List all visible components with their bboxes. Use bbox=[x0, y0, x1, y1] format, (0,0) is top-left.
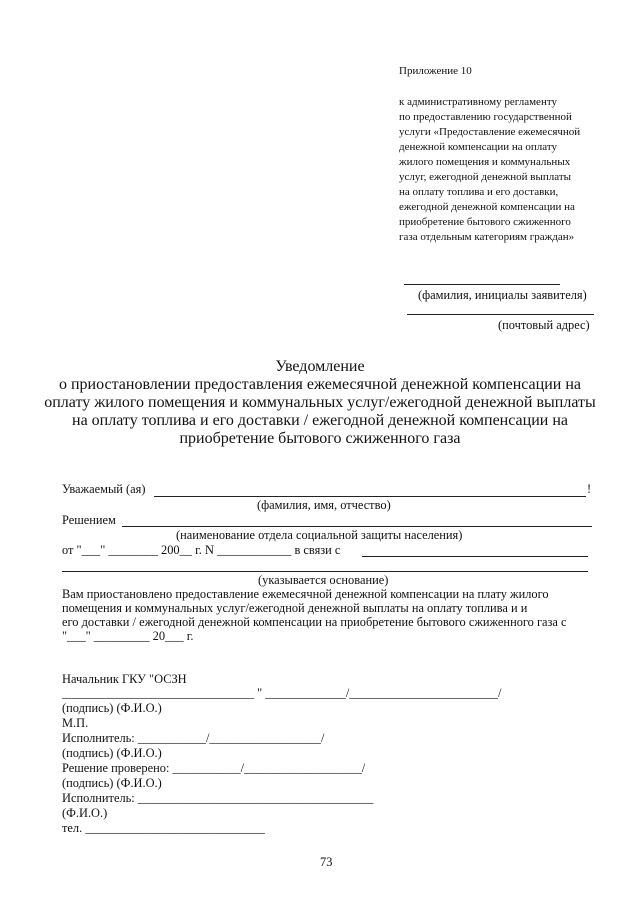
signature-fio-caption: (подпись) (Ф.И.О.) bbox=[62, 746, 162, 760]
reason-line-2 bbox=[62, 571, 588, 572]
body-line: помещения и коммунальных услуг/ежегодной денежной выплаты на оплату топлива и и bbox=[62, 601, 528, 615]
notice-subtitle-line: о приостановлении предоставления ежемесячной денежной компенсации на bbox=[58, 376, 582, 393]
annex-title: Приложение 10 bbox=[399, 65, 472, 77]
department-line bbox=[122, 526, 592, 527]
head-title: Начальник ГКУ "ОСЗН bbox=[62, 672, 187, 686]
annex-line: услуг, ежегодной денежной выплаты bbox=[399, 171, 572, 183]
stamp-place: М.П. bbox=[62, 716, 89, 730]
annex-line: услуги «Предоставление ежемесячной bbox=[399, 126, 581, 138]
page-number: 73 bbox=[320, 855, 333, 869]
applicant-name-line bbox=[404, 284, 560, 285]
greeting-name-line bbox=[154, 496, 586, 497]
annex-line: к административному регламенту bbox=[399, 96, 557, 108]
fio-caption-2: (Ф.И.О.) bbox=[62, 806, 108, 820]
notice-subtitle-line: приобретение бытового сжиженного газа bbox=[179, 430, 461, 447]
greeting-end: ! bbox=[587, 482, 592, 496]
date-number-line: от "___" ________ 200__ г. N ____________ в связи с bbox=[62, 543, 341, 557]
notice-subtitle-line: на оплату топлива и его доставки / ежегодной денежной компенсации на bbox=[72, 412, 568, 429]
decision-checked-line: Решение проверено: ___________/___________________/ bbox=[62, 761, 366, 775]
signature-fio-caption: (подпись) (Ф.И.О.) bbox=[62, 776, 162, 790]
annex-line: газа отдельным категориям граждан» bbox=[399, 231, 575, 243]
postal-address-caption: (почтовый адрес) bbox=[498, 318, 590, 332]
signature-fio-caption: (подпись) (Ф.И.О.) bbox=[62, 701, 162, 715]
executor-line: Исполнитель: ___________/__________________/ bbox=[62, 731, 325, 745]
greeting-label: Уважаемый (ая) bbox=[62, 482, 146, 496]
annex-line: денежной компенсации на оплату bbox=[399, 141, 558, 153]
phone-line: тел. _____________________________ bbox=[62, 821, 265, 835]
body-line: Вам приостановлено предоставление ежемесячной денежной компенсации на плату жилого bbox=[62, 587, 549, 601]
annex-line: жилого помещения и коммунальных bbox=[399, 156, 571, 168]
postal-address-line bbox=[407, 314, 594, 315]
notice-subtitle-line: оплату жилого помещения и коммунальных услуг/ежегодной денежной выплаты bbox=[44, 394, 596, 411]
notice-heading: Уведомление bbox=[275, 358, 365, 375]
executor-line-2: Исполнитель: ______________________________________ bbox=[62, 791, 374, 805]
decision-label: Решением bbox=[62, 513, 116, 527]
reason-line-1 bbox=[362, 556, 588, 557]
applicant-name-caption: (фамилия, инициалы заявителя) bbox=[418, 288, 587, 302]
body-line: его доставки / ежегодной денежной компенсации на приобретение бытового сжиженного газа с bbox=[62, 615, 567, 629]
reason-caption: (указывается основание) bbox=[258, 573, 389, 587]
annex-text bbox=[399, 95, 580, 245]
annex-line: по предоставлению государственной bbox=[399, 111, 572, 123]
head-signature-line: _______________________________ " _____________/________________________/ bbox=[62, 686, 502, 700]
annex-line: на оплату топлива и его доставки, bbox=[399, 186, 559, 198]
annex-line: приобретение бытового сжиженного bbox=[399, 216, 571, 228]
department-caption: (наименование отдела социальной защиты населения) bbox=[176, 528, 463, 542]
fio-caption: (фамилия, имя, отчество) bbox=[257, 498, 391, 512]
annex-line: ежегодной денежной компенсации на bbox=[399, 201, 575, 213]
body-line: "___" _________ 20___ г. bbox=[62, 629, 194, 643]
